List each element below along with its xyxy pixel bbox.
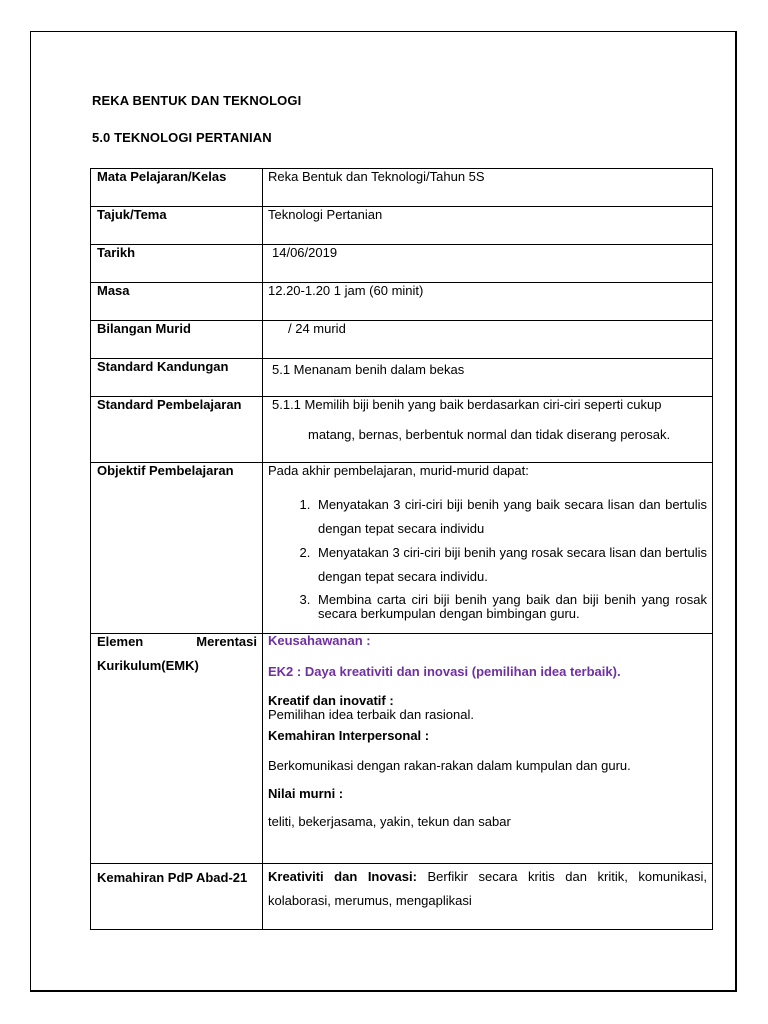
standard-pembelajaran-line-2: matang, bernas, berbentuk normal dan tidak diserang perosak.: [308, 427, 671, 442]
section-title: 5.0 TEKNOLOGI PERTANIAN: [92, 130, 272, 145]
table-row: [91, 245, 713, 283]
kreatif-text: Pemilihan idea terbaik dan rasional.: [268, 707, 474, 722]
row-label: Masa: [91, 283, 263, 321]
emk-label-word: Elemen: [97, 634, 144, 649]
kreatif-title: Kreatif dan inovatif :: [268, 693, 394, 708]
objektif-list: [268, 493, 707, 621]
emk-label-line: Kurikulum(EMK): [97, 658, 199, 673]
row-label: Standard Pembelajaran: [91, 397, 263, 463]
row-value: Reka Bentuk dan Teknologi/Tahun 5S: [263, 169, 713, 207]
row-value: 12.20-1.20 1 jam (60 minit): [263, 283, 713, 321]
interpersonal-title: Kemahiran Interpersonal :: [268, 728, 430, 743]
row-value: / 24 murid: [263, 321, 713, 359]
row-label: [91, 634, 263, 864]
ek2-heading: EK2 : Daya kreativiti dan inovasi (pemilihan idea terbaik).: [268, 664, 621, 679]
row-value: [263, 397, 713, 463]
row-value: [263, 634, 713, 864]
row-label: Objektif Pembelajaran: [91, 463, 263, 634]
table-row: [91, 207, 713, 245]
table-row: [91, 397, 713, 463]
list-item: 2. Menyatakan 3 ciri-ciri biji benih yang rosak secara lisan dan bertulis dengan tepat secara individu.: [314, 541, 707, 589]
list-item: 3. Membina carta ciri biji benih yang baik dan biji benih yang rosak secara berkumpulan dengan bimbingan guru.: [314, 589, 707, 621]
table-row: [91, 283, 713, 321]
pdp-text: Berfikir secara kritis dan kritik, komunikasi, kolaborasi, merumus, mengaplikasi: [268, 869, 708, 908]
row-label: Mata Pelajaran/Kelas: [91, 169, 263, 207]
interpersonal-text: Berkomunikasi dengan rakan-rakan dalam kumpulan dan guru.: [268, 758, 631, 773]
standard-pembelajaran-line-1: 5.1.1 Memilih biji benih yang baik berdasarkan ciri-ciri seperti cukup: [272, 397, 662, 412]
row-value: [263, 864, 713, 930]
row-value: [263, 463, 713, 634]
table-row: [91, 359, 713, 397]
row-value: 14/06/2019: [263, 245, 713, 283]
keusahawanan-heading: Keusahawanan :: [268, 633, 371, 648]
table-row: [91, 864, 713, 930]
nilai-text: teliti, bekerjasama, yakin, tekun dan sabar: [268, 814, 511, 829]
table-row: [91, 463, 713, 634]
table-row: [91, 634, 713, 864]
row-value: Teknologi Pertanian: [263, 207, 713, 245]
row-label: Tarikh: [91, 245, 263, 283]
document-title: REKA BENTUK DAN TEKNOLOGI: [92, 93, 302, 108]
table-row: [91, 169, 713, 207]
objektif-intro: Pada akhir pembelajaran, murid-murid dapat:: [268, 463, 529, 478]
row-label: Kemahiran PdP Abad-21: [91, 864, 263, 930]
row-value: 5.1 Menanam benih dalam bekas: [263, 359, 713, 397]
pdp-bold: Kreativiti dan Inovasi:: [268, 869, 417, 884]
list-item: 1. Menyatakan 3 ciri-ciri biji benih yang baik secara lisan dan bertulis dengan tepat secara individu: [314, 493, 707, 541]
row-label: Bilangan Murid: [91, 321, 263, 359]
row-label: Tajuk/Tema: [91, 207, 263, 245]
lesson-plan-table: [90, 168, 713, 930]
row-label: Standard Kandungan: [91, 359, 263, 397]
nilai-title: Nilai murni :: [268, 786, 344, 801]
table-row: [91, 321, 713, 359]
emk-label-word: Merentasi: [196, 634, 257, 649]
